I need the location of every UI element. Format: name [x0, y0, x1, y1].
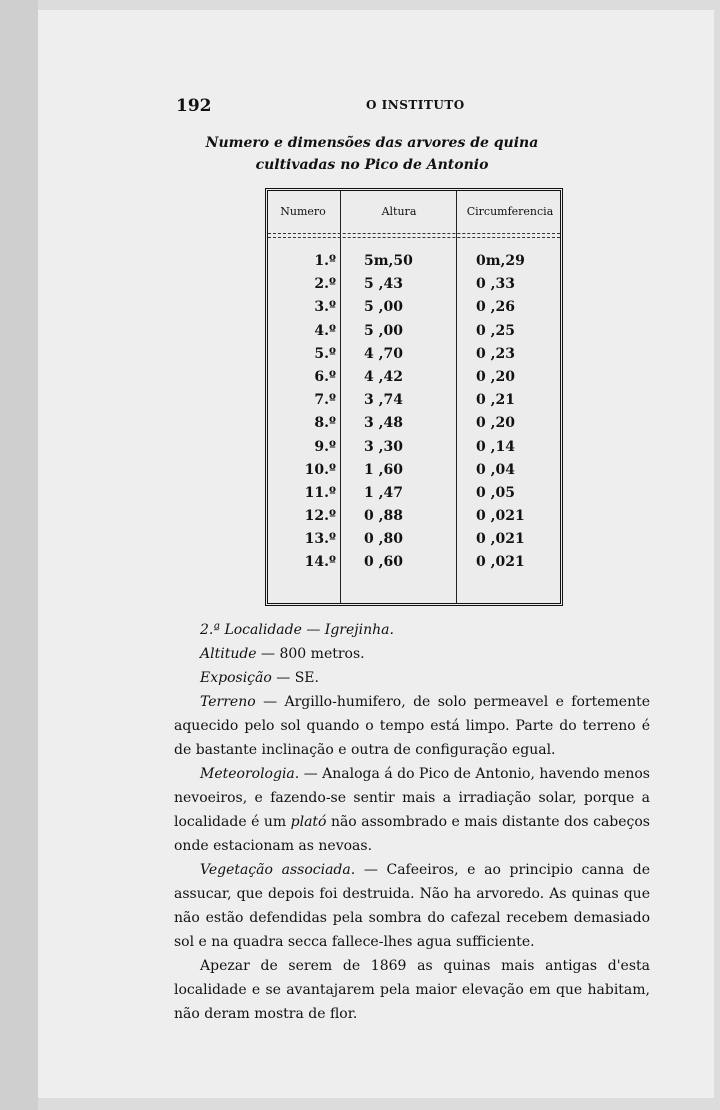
- numero-cell: 7.º: [314, 392, 336, 409]
- meteorology-paragraph: Meteorologia. — Analoga á do Pico de Antonio, havendo menos nevoeiros, e fazendo-se sentir mais a irradiação solar, porque a localidade é um plató não assombrado e mais distante dos cabeços onde estacionam as nevoas.: [174, 766, 650, 854]
- table-caption-line1: Numero e dimensões das arvores de quina: [205, 135, 539, 151]
- final-paragraph: Apezar de serem de 1869 as quinas mais antigas d'esta localidade e se avantajarem pela maior elevação em que habitam, não deram mostra de flor.: [174, 958, 650, 1022]
- altura-cell: 4 ,70: [364, 345, 403, 362]
- table-row: [268, 323, 560, 346]
- altura-cell: 3 ,74: [364, 392, 403, 409]
- exposure-line: Exposição — SE.: [200, 670, 319, 686]
- circumferencia-cell: 0 ,23: [476, 345, 515, 362]
- altitude-line: Altitude — 800 metros.: [200, 646, 365, 662]
- table-row: [268, 253, 560, 276]
- altura-cell: 3 ,48: [364, 415, 403, 432]
- numero-cell: 1.º: [314, 253, 336, 269]
- numero-cell: 6.º: [314, 368, 336, 385]
- circumferencia-cell: 0 ,021: [476, 554, 525, 571]
- col-header-circumferencia: Circumferencia: [466, 205, 554, 218]
- col-header-numero: Numero: [280, 205, 326, 218]
- table-row: [268, 299, 560, 322]
- numero-cell: 14.º: [304, 554, 336, 571]
- circumferencia-cell: 0m,29: [476, 253, 525, 269]
- terrain-paragraph: Terreno — Argillo-humifero, de solo permeavel e fortemente aquecido pelo sol quando o tempo está limpo. Parte do terreno é de bastante inclinação e outra de configuração egual.: [174, 694, 650, 758]
- altura-cell: 4 ,42: [364, 368, 403, 385]
- table-row: [268, 392, 560, 415]
- table-row: [268, 439, 560, 462]
- scan-margin: [0, 0, 38, 1110]
- table-row: [268, 485, 560, 508]
- table-row: [268, 415, 560, 438]
- body-text: [174, 618, 650, 1026]
- table-caption-line2: cultivadas no Pico de Antonio: [255, 157, 489, 173]
- numero-cell: 3.º: [314, 299, 336, 316]
- table-row: [268, 554, 560, 577]
- table-row: [268, 276, 560, 299]
- numero-cell: 9.º: [314, 438, 336, 455]
- circumferencia-cell: 0 ,04: [476, 461, 515, 478]
- numero-cell: 13.º: [304, 531, 336, 548]
- circumferencia-cell: 0 ,25: [476, 322, 515, 339]
- locality-heading: 2.ª Localidade — Igrejinha.: [200, 622, 394, 638]
- numero-cell: 2.º: [314, 276, 336, 293]
- altura-cell: 0 ,80: [364, 531, 403, 548]
- table-row: [268, 369, 560, 392]
- circumferencia-cell: 0 ,021: [476, 508, 525, 525]
- circumferencia-cell: 0 ,20: [476, 368, 515, 385]
- numero-cell: 8.º: [314, 415, 336, 432]
- page-header: [176, 96, 656, 120]
- table-body: [268, 253, 560, 578]
- table-row: [268, 346, 560, 369]
- altura-cell: 5 ,00: [364, 299, 403, 316]
- altura-cell: 1 ,60: [364, 461, 403, 478]
- header-rule: [268, 233, 560, 238]
- running-title: O INSTITUTO: [366, 98, 465, 112]
- altura-cell: 5 ,43: [364, 276, 403, 293]
- circumferencia-cell: 0 ,26: [476, 299, 515, 316]
- altura-cell: 1 ,47: [364, 484, 403, 501]
- altura-cell: 3 ,30: [364, 438, 403, 455]
- circumferencia-cell: 0 ,33: [476, 276, 515, 293]
- altura-cell: 0 ,60: [364, 554, 403, 571]
- table-row: [268, 508, 560, 531]
- page-number: 192: [176, 96, 212, 116]
- altura-cell: 0 ,88: [364, 508, 403, 525]
- circumferencia-cell: 0 ,20: [476, 415, 515, 432]
- circumferencia-cell: 0 ,021: [476, 531, 525, 548]
- circumferencia-cell: 0 ,14: [476, 438, 515, 455]
- numero-cell: 4.º: [314, 322, 336, 339]
- altura-cell: 5m,50: [364, 253, 413, 269]
- vegetation-paragraph: Vegetação associada. — Cafeeiros, e ao principio canna de assucar, que depois foi destruida. Não ha arvoredo. As quinas que não estão defendidas pela sombra do cafezal recebem demasiado sol e na quadra secca fallece-lhes agua sufficiente.: [174, 862, 650, 950]
- numero-cell: 12.º: [304, 508, 336, 525]
- table-row: [268, 531, 560, 554]
- altura-cell: 5 ,00: [364, 322, 403, 339]
- circumferencia-cell: 0 ,21: [476, 392, 515, 409]
- trees-table: [265, 188, 563, 606]
- table-row: [268, 462, 560, 485]
- numero-cell: 10.º: [304, 461, 336, 478]
- col-header-altura: Altura: [381, 205, 417, 218]
- numero-cell: 5.º: [314, 345, 336, 362]
- circumferencia-cell: 0 ,05: [476, 484, 515, 501]
- numero-cell: 11.º: [304, 484, 336, 501]
